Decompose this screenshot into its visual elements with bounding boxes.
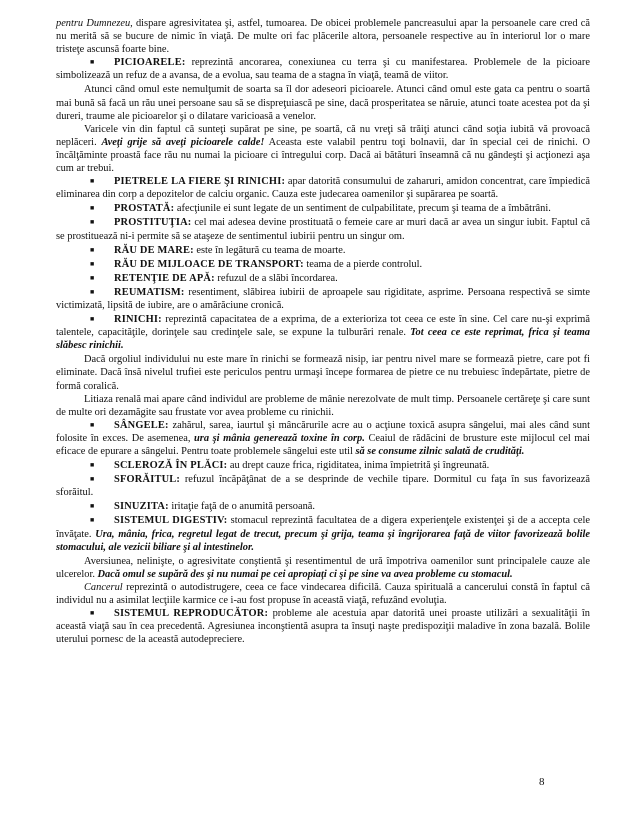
bullet-icon: ■: [90, 461, 95, 470]
page-body: [56, 17, 590, 647]
entry-term: RINICHI:: [114, 314, 162, 326]
entry-term: PIETRELE LA FIERE ŞI RINICHI:: [114, 176, 286, 188]
bullet-icon: ■: [90, 58, 95, 67]
bold-italic-note: Aveţi grije să aveţi picioarele calde!: [101, 136, 265, 148]
entry-prostata: ■ PROSTATĂ: afecţiunile ei sunt legate de un sentiment de culpabilitate, precum şi teama de a îmbătrâni.: [56, 202, 590, 216]
entry-sforaitul: ■ SFORĂITUL: refuzul încăpăţânat de a se desprinde de vechile tipare. Dormitul cu faţa în sus favorizează sforăitul.: [56, 474, 590, 499]
entry-sistemul-reproducator: ■ SISTEMUL REPRODUCĂTOR: probleme ale acestuia apar datorită unei proaste utilizări a sexualităţii în această viaţă sau în cea precedentă. Agresiunea inconştientă asupra ta însuţi naşte predispoziţii maladive în zona bazală. Bolile uterului pornesc de la această autodepreciere.: [56, 608, 590, 646]
entry-term: RETENŢIE DE APĂ:: [114, 272, 215, 284]
paragraph-varicele: Varicele vin din faptul că sunteţi supărat pe sine, pe soartă, că nu vreţi să trăiţi atunci când soţia iubită vă provoacă neplăceri. Aveţi grije să aveţi picioarele calde! Aceasta este valabil pentru toţi bolnavii, dar în special cei de rinichi. O încălţăminte proastă face rău nu numai la picioare ci întregului corp. Dacă ai bătături înseamnă că nu gândeşti şi acţionezi aşa cum ar trebui.: [56, 123, 590, 175]
italic-lead: pentru Dumnezeu,: [56, 18, 133, 29]
entry-term: RĂU DE MIJLOACE DE TRANSPORT:: [114, 258, 304, 270]
paragraph-cancerul: Cancerul reprezintă o autodistrugere, ceea ce face vindecarea dificilă. Cauza spirituală a cancerului constă în faptul că individul nu a asimilat lecţiile karmice ce i-au fost propuse în această viaţă, refuzând evoluţia.: [56, 581, 590, 607]
entry-pietrele: ■ PIETRELE LA FIERE ŞI RINICHI: apar datorită consumului de zaharuri, amidon concentrat, care împiedică eliminarea din corp a depozitelor de calciu organic. Cauza este judecarea oamenilor şi supărarea pe soartă.: [56, 176, 590, 201]
bold-italic-note: ura şi mânia generează toxine în corp.: [194, 432, 365, 444]
entry-term: RĂU DE MARE:: [114, 244, 194, 256]
bullet-icon: ■: [90, 259, 95, 268]
bullet-icon: ■: [90, 609, 95, 618]
entry-rau-de-mare: ■ RĂU DE MARE: este în legătură cu teama de moarte.: [56, 244, 590, 258]
entry-rinichi: ■ RINICHI: reprezintă capacitatea de a exprima, de a exterioriza tot ceea ce este în sine. Cel care nu-şi exprimă talentele, capacităţile, dorinţele sau credinţele sale, se expune la tulburări renale. Tot ceea ce este reprimat, frica şi teama slăbesc rinichii.: [56, 314, 590, 352]
entry-term: SFORĂITUL:: [114, 474, 181, 486]
paragraph-orgoliul: Dacă orgoliul individului nu este mare în rinichi se formează nisip, iar pentru nivel mare se formează pietre, care pot fi eliminate. Dacă însă nivelul trufiei este periculos pentru urmaşi începe formarea de pietre ce nu trebuiesc îndepărtate, pietre de formă coralică.: [56, 354, 590, 392]
bullet-icon: ■: [90, 245, 95, 254]
bold-italic-note: Ura, mânia, frica, regretul legat de trecut, precum şi grija, teama şi îngrijorarea faţă de viitor favorizează bolile stomacului, ale vezicii biliare şi al intestinelor.: [56, 528, 590, 553]
entry-sangele: ■ SÂNGELE: zahărul, sarea, iaurtul şi mâncărurile acre au o acţiune toxică asupra sângelui, mai ales când sunt folosite în exces. De asemenea, ura şi mânia generează toxine în corp. Ceaiul de rădăcini de brusture este mijlocul cel mai eficace de epurare a sângelui. Pentru toate problemele sângelui este util să se consume zilnic salată de crudităţi.: [56, 419, 590, 457]
bullet-icon: ■: [90, 204, 95, 213]
bullet-icon: ■: [90, 315, 95, 324]
italic-lead: Cancerul: [84, 581, 123, 593]
bullet-icon: ■: [90, 475, 95, 484]
bullet-icon: ■: [90, 273, 95, 282]
entry-sinuzita: ■ SINUZITA: iritaţie faţă de o anumită persoană.: [56, 500, 590, 514]
bold-italic-note: să se consume zilnic salată de crudităţi.: [355, 446, 525, 457]
entry-term: PROSTITUŢIA:: [114, 217, 192, 229]
entry-term: SISTEMUL REPRODUCĂTOR:: [114, 608, 269, 620]
entry-term: SÂNGELE:: [114, 419, 169, 431]
paragraph-atunci: Atunci când omul este nemulţumit de soarta sa îl dor adeseori picioarele. Atunci când omul este gata ca pentru o soartă mai bună să facă un rău unei persoane sau să se dispreţuiască pe sine, dacă prosperitatea se năruie, atunci toate acestea pot da şi dureri, traume ale picioarelor şi o dilatare varicioasă a venelor.: [56, 84, 590, 122]
bullet-icon: ■: [90, 420, 95, 429]
entry-term: PICIOARELE:: [114, 57, 186, 69]
entry-sistemul-digestiv: ■ SISTEMUL DIGESTIV: stomacul reprezintă facultatea de a digera experienţele existenţei şi de a accepta cele învăţate. Ura, mânia, frica, regretul legat de trecut, precum şi grija, teama şi îngrijorarea faţă de viitor favorizează bolile stomacului, ale vezicii biliare şi al intestinelor.: [56, 515, 590, 553]
entry-picioarele: ■ PICIOARELE: reprezintă ancorarea, conexiunea cu terra şi cu manifestarea. Problemele de la picioare simbolizează un refuz de a avansa, de a evolua, sau teama de a stagna în viaţă, teamă de viitor.: [56, 57, 590, 82]
paragraph-aversiunea: Aversiunea, nelinişte, o agresivitate conştientă şi resentimentul de ură împotriva oamenilor sunt principalele cauze ale ulcerelor. Dacă omul se supără des şi nu numai pe cei apropiaţi ci şi pe sine va avea probleme cu stomacul.: [56, 555, 590, 580]
bullet-icon: ■: [90, 287, 95, 296]
page-number: 8: [539, 776, 545, 788]
bullet-icon: ■: [90, 218, 95, 227]
bullet-icon: ■: [90, 502, 95, 511]
entry-term: SINUZITA:: [114, 501, 169, 513]
entry-reumatism: ■ REUMATISM: resentiment, slăbirea iubirii de aproapele sau rigiditate, asprime. Persoana respectivă se simte victimizată, lipsită de iubire, are o amărăciune cronică.: [56, 286, 590, 311]
entry-rau-transport: ■ RĂU DE MIJLOACE DE TRANSPORT: teama de a pierde controlul.: [56, 258, 590, 272]
entry-prostitutia: ■ PROSTITUŢIA: cel mai adesea devine prostituată o femeie care ar muri dacă ar avea un singur iubit. Faptul că se prostituează ni-i permite să se ataşeze de sentimentul iubirii pentru un singur om.: [56, 217, 590, 242]
entry-term: SISTEMUL DIGESTIV:: [114, 515, 228, 527]
entry-term: PROSTATĂ:: [114, 203, 175, 215]
entry-scleroza: ■ SCLEROZĂ ÎN PLĂCI: au drept cauze frica, rigiditatea, inima împietrită şi îngreunată.: [56, 459, 590, 473]
bullet-icon: ■: [90, 177, 95, 186]
paragraph-pancreas: pentru Dumnezeu, dispare agresivitatea şi, astfel, tumoarea. De obicei problemele pancreasului apar la persoanele care cred că nu merită să se bucure de nimic în viaţă. De multe ori fac plăcerile altora, persoanele respective au în interiorul lor o mare tristeţe ascunsă foarte bine.: [56, 18, 590, 56]
bold-italic-note: Tot ceea ce este reprimat, frica şi teama slăbesc rinichii.: [56, 327, 590, 352]
entry-retentie: ■ RETENŢIE DE APĂ: refuzul de a slăbi încordarea.: [56, 272, 590, 286]
bold-italic-note: Dacă omul se supără des şi nu numai pe cei apropiaţi ci şi pe sine va avea probleme cu stomacul.: [97, 568, 513, 580]
entry-term: REUMATISM:: [114, 286, 185, 298]
entry-term: SCLEROZĂ ÎN PLĂCI:: [114, 460, 228, 472]
paragraph-litiaza: Litiaza renală mai apare când individul are probleme de mânie nerezolvate de mult timp. Persoanele certăreţe şi care sunt de multe ori dezamăgite sau frustate vor avea probleme cu rinichii.: [56, 393, 590, 418]
bullet-icon: ■: [90, 516, 95, 525]
